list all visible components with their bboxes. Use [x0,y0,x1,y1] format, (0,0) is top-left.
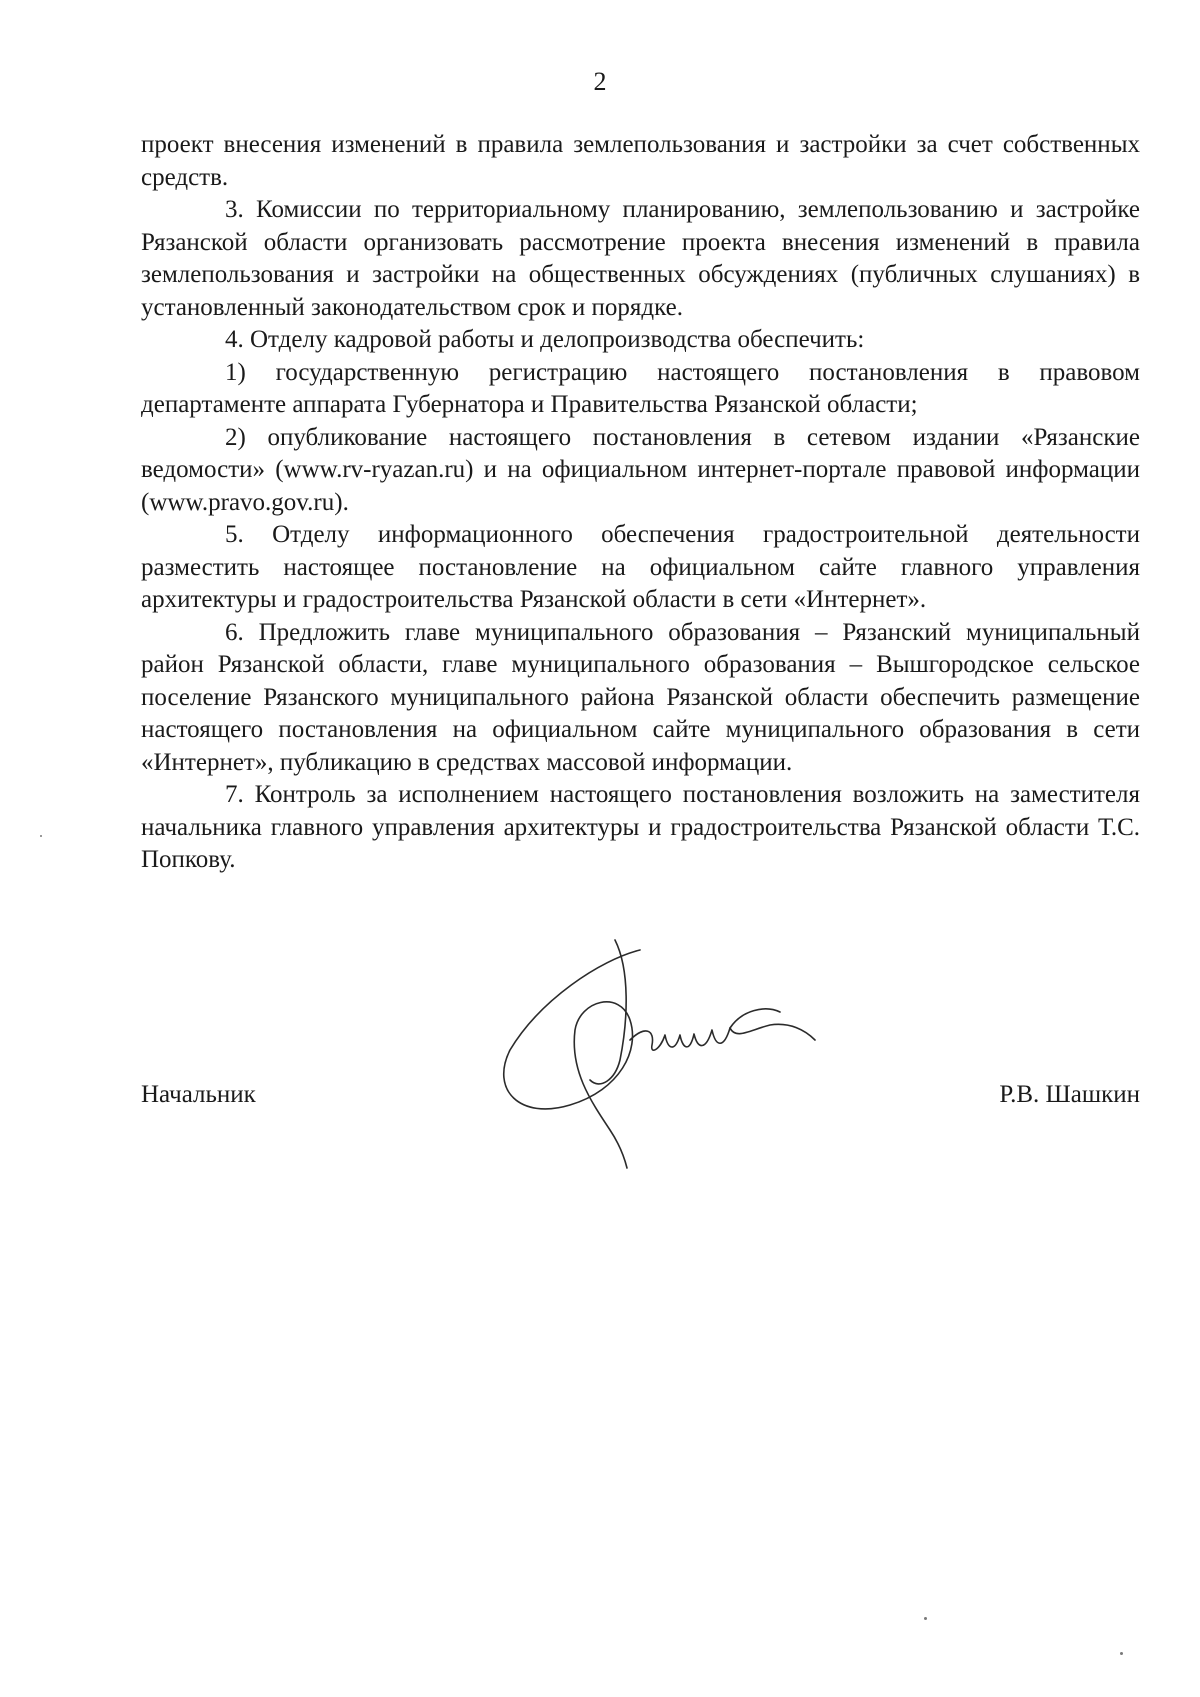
signature-block [141,1079,1140,1119]
paragraph-item-4: 4. Отделу кадровой работы и делопроизводства обеспечить: [225,326,865,353]
scan-speck [40,835,42,837]
paragraph-subitem-1: 1) государственную регистрацию настоящего постановления в правовом департаменте аппарата Губернатора и Правительства Рязанской области; [141,358,1140,418]
paragraph-item-6: 6. Предложить главе муниципального образования – Рязанский муниципальный район Рязанской области, главе муниципального образования – Вышгородское сельское поселение Рязанского муниципального района Рязанской области обеспечить размещение настоящего постановления на официальном сайте муниципального образования в сети «Интернет», публикацию в средствах массовой информации. [141,618,1140,776]
signatory-name: Р.В. Шашкин [999,1081,1140,1108]
scan-speck [924,1617,927,1620]
paragraph-item-7: 7. Контроль за исполнением настоящего постановления возложить на заместителя начальника главного управления архитектуры и градостроительства Рязанской области Т.С. Попкову. [141,781,1140,873]
signature-stroke-body [630,1024,815,1050]
paragraph-item-5: 5. Отделу информационного обеспечения градостроительной деятельности разместить настоящее постановление на официальном сайте главного управления архитектуры и градостроительства Рязанской области в сети «Интернет». [141,521,1140,613]
paragraph-subitem-2: 2) опубликование настоящего постановления в сетевом издании «Рязанские ведомости» (www.rv-ryazan.ru) и на официальном интернет-портале правовой информации (www.pravo.gov.ru). [141,423,1140,516]
page-number: 2 [593,67,607,96]
document-body [141,129,1140,877]
handwritten-signature [480,930,820,1170]
signatory-title: Начальник [141,1081,256,1108]
paragraph-continuation: проект внесения изменений в правила землепользования и застройки за счет собственных средств. [141,131,1140,191]
paragraph-item-3: 3. Комиссии по территориальному планированию, землепользованию и застройке Рязанской области организовать рассмотрение проекта внесения изменений в правила землепользования и застройки на общественных обсуждениях (публичных слушаниях) в установленный законодательством срок и порядке. [141,196,1140,321]
scan-speck [1120,1652,1123,1655]
